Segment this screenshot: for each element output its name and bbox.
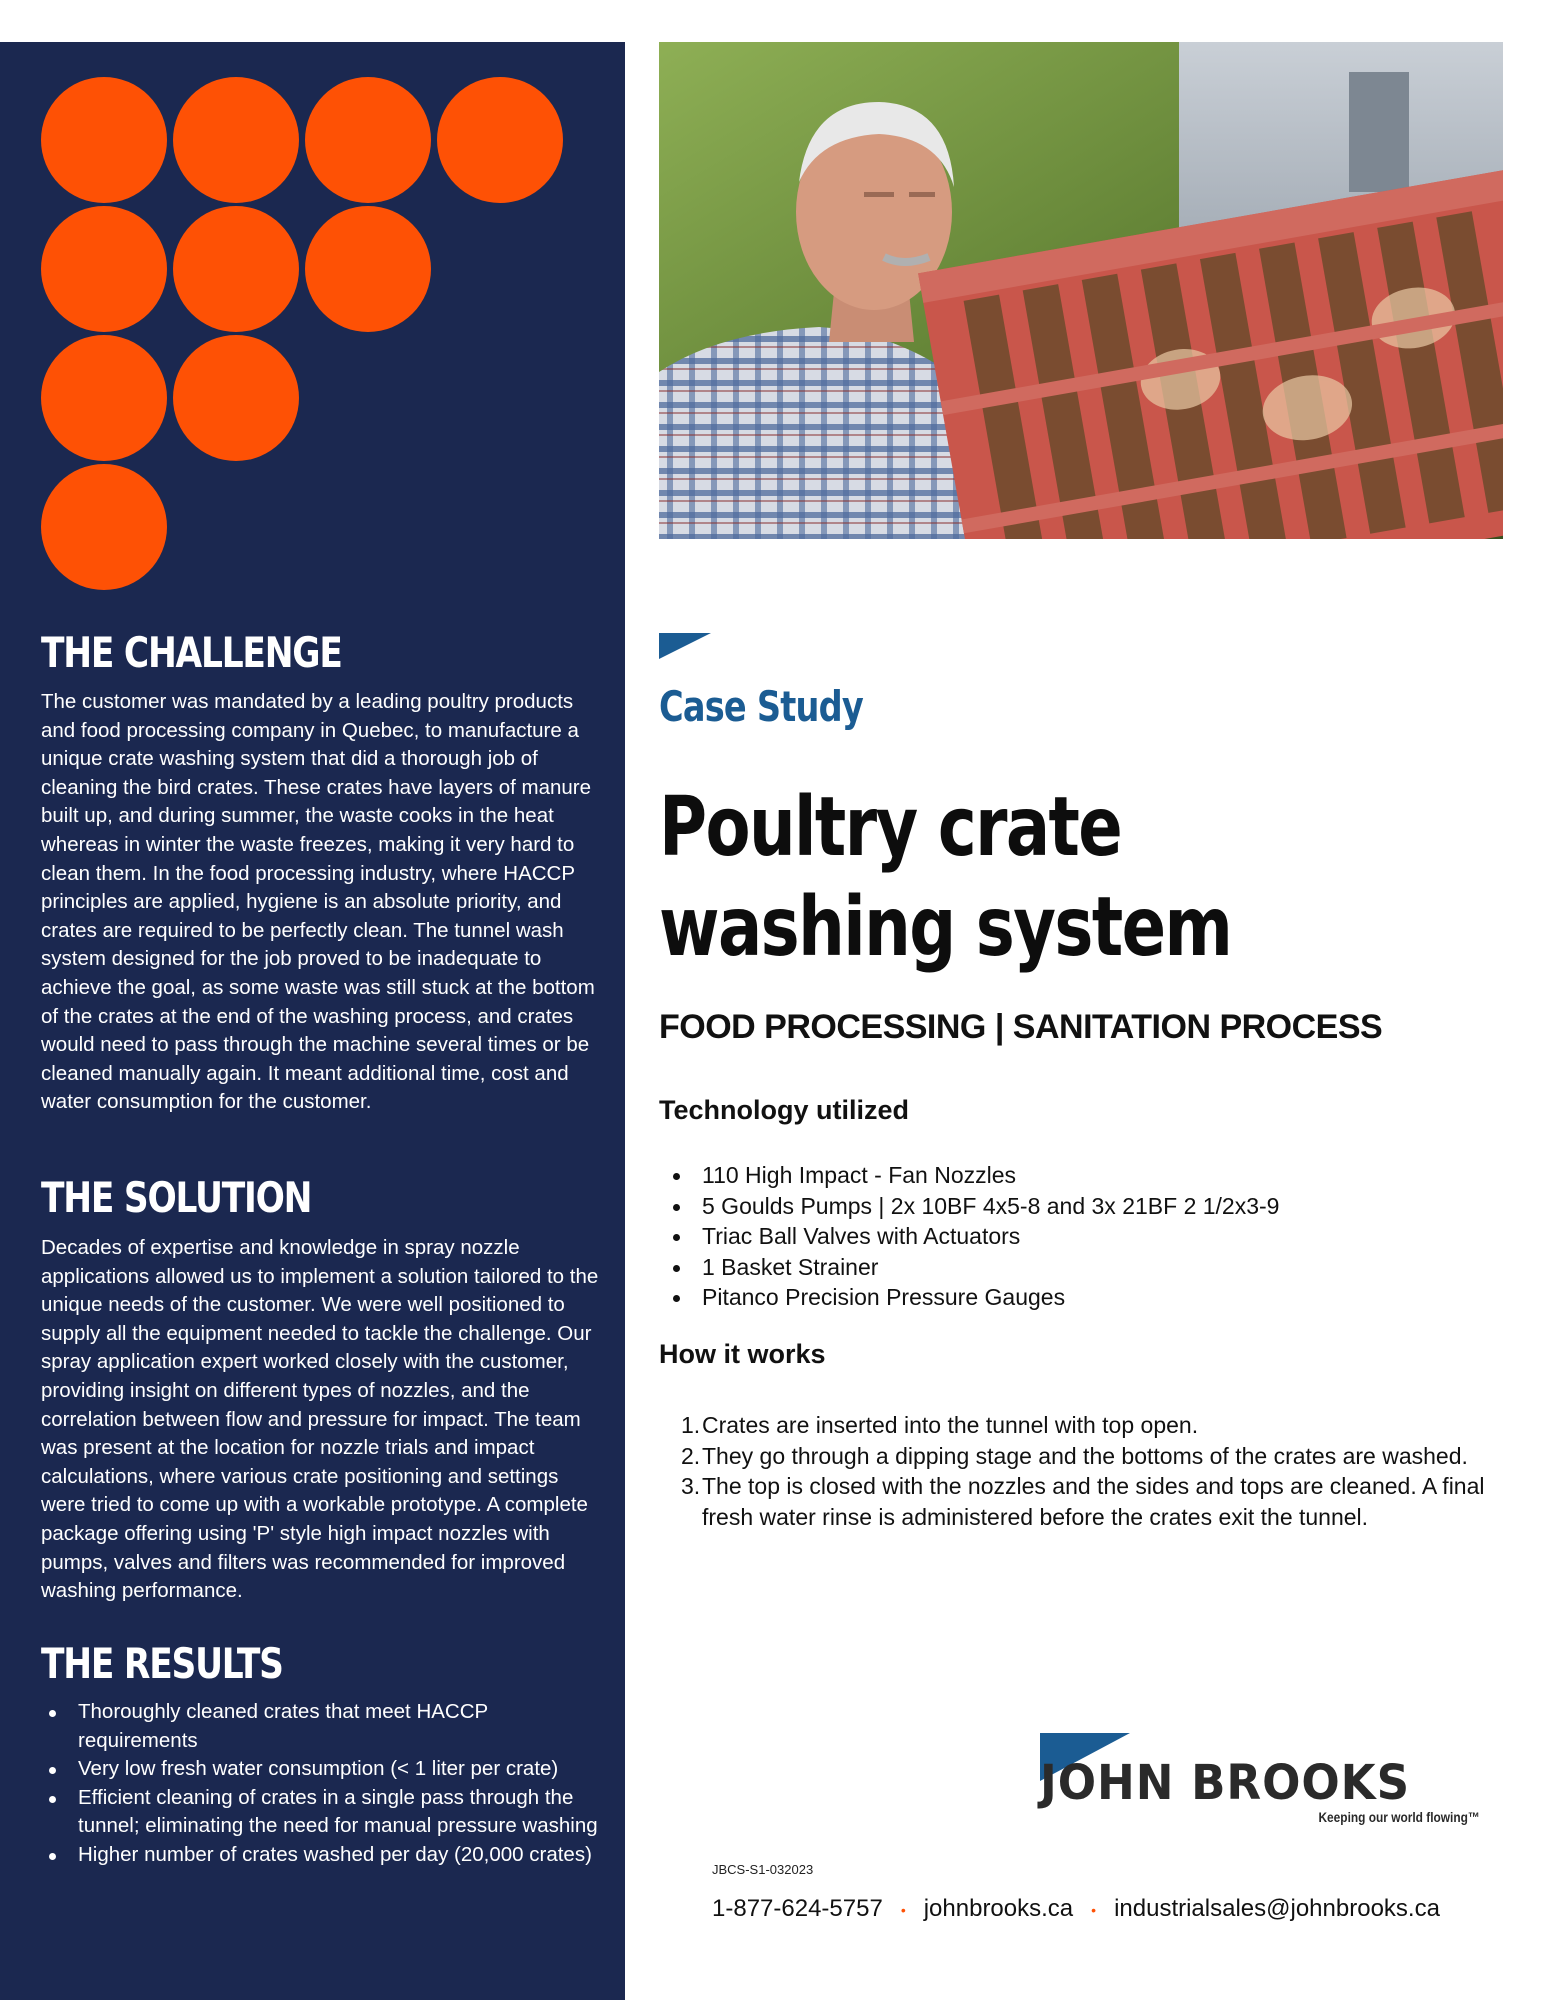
- logo-tagline: Keeping our world flowing™: [1318, 1809, 1480, 1825]
- document-code: JBCS-S1-032023: [712, 1862, 814, 1877]
- page-title: [659, 778, 1379, 978]
- technology-item: 5 Goulds Pumps | 2x 10BF 4x5-8 and 3x 21BF 2 1/2x3-9: [659, 1191, 1279, 1222]
- dot: [437, 77, 563, 203]
- results-item: Thoroughly cleaned crates that meet HACCP requirements: [41, 1698, 606, 1755]
- step-number: 2.: [681, 1442, 701, 1469]
- dot: [305, 206, 431, 332]
- farmer-with-poultry-crate-photo: [659, 42, 1503, 539]
- email-link[interactable]: industrialsales@johnbrooks.ca: [1114, 1895, 1440, 1922]
- technology-item: Triac Ball Valves with Actuators: [659, 1221, 1279, 1252]
- title-line-1: Poultry crate: [659, 780, 1122, 875]
- dot: [41, 206, 167, 332]
- step-text: Crates are inserted into the tunnel with top open.: [702, 1412, 1199, 1438]
- left-panel: [0, 42, 625, 2000]
- technology-item: 110 High Impact - Fan Nozzles: [659, 1160, 1279, 1191]
- results-item: Efficient cleaning of crates in a single pass through the tunnel; eliminating the need for manual pressure washing: [41, 1784, 606, 1841]
- dot-pattern-graphic: [41, 77, 581, 597]
- dot: [173, 77, 299, 203]
- step-number: 3.: [681, 1473, 701, 1499]
- dot: [173, 206, 299, 332]
- separator-dot-icon: •: [1091, 1901, 1097, 1918]
- results-list: [41, 1698, 606, 1870]
- results-title: THE RESULTS: [41, 1639, 283, 1688]
- technology-item: Pitanco Precision Pressure Gauges: [659, 1282, 1279, 1313]
- challenge-title: THE CHALLENGE: [41, 628, 342, 677]
- accent-triangle-icon: [659, 633, 711, 659]
- dot: [41, 464, 167, 590]
- how-it-works-heading: How it works: [659, 1339, 826, 1369]
- solution-body: Decades of expertise and knowledge in spray nozzle applications allowed us to implement a solution tailored to the unique needs of the customer. We were well positioned to supply all the equipment needed to tackle the challenge. Our spray application expert worked closely with the customer, providing insight on different types of nozzles, and the correlation between flow and pressure for impact. The team was present at the location for nozzle trials and impact calculations, where various crate positioning and settings were tried to come up with a workable prototype. A complete package offering using 'P' style high impact nozzles with pumps, valves and filters was recommended for improved washing performance.: [41, 1236, 599, 1603]
- contact-line: [712, 1895, 1440, 1923]
- step-item: [659, 1441, 1519, 1472]
- solution-title: THE SOLUTION: [41, 1173, 312, 1222]
- challenge-body: The customer was mandated by a leading poultry products and food processing company in Quebec, to manufacture a unique crate washing system that did a thorough job of cleaning the bird crates. These crates have layers of manure built up, and during summer, the waste cooks in the heat whereas in winter the waste freezes, making it very hard to clean them. In the food processing industry, where HACCP principles are applied, hygiene is an absolute priority, and crates are required to be perfectly clean. The tunnel wash system designed for the job proved to be inadequate to achieve the goal, as some waste was still stuck at the bottom of the crates at the end of the washing process, and crates would need to pass through the machine several times or be cleaned manually again. It meant additional time, cost and water consumption for the customer.: [41, 690, 595, 1114]
- step-item: [659, 1471, 1519, 1532]
- results-item: Very low fresh water consumption (< 1 liter per crate): [41, 1755, 606, 1784]
- hero-photo: [659, 42, 1503, 539]
- dot: [41, 335, 167, 461]
- technology-item: 1 Basket Strainer: [659, 1252, 1279, 1283]
- dot: [173, 335, 299, 461]
- company-logo: [1040, 1733, 1480, 1823]
- industry-label: FOOD PROCESSING | SANITATION PROCESS: [659, 1008, 1383, 1046]
- separator-dot-icon: •: [900, 1901, 906, 1918]
- website-link[interactable]: johnbrooks.ca: [923, 1895, 1074, 1922]
- results-item: Higher number of crates washed per day (20,000 crates): [41, 1841, 606, 1870]
- logo-wordmark: JOHN BROOKS: [1040, 1755, 1411, 1811]
- step-text: They go through a dipping stage and the bottoms of the crates are washed.: [702, 1442, 1468, 1469]
- title-line-2: washing system: [659, 880, 1232, 975]
- technology-heading: Technology utilized: [659, 1095, 910, 1125]
- technology-list: [659, 1160, 1279, 1313]
- dot: [305, 77, 431, 203]
- case-study-label: Case Study: [659, 682, 863, 731]
- step-text: The top is closed with the nozzles and the sides and tops are cleaned. A final fresh water rinse is administered before the crates exit the tunnel.: [702, 1473, 1485, 1530]
- how-it-works-list: [659, 1410, 1519, 1532]
- step-item: [659, 1410, 1519, 1441]
- dot: [41, 77, 167, 203]
- step-number: 1.: [681, 1412, 701, 1438]
- phone-number[interactable]: 1-877-624-5757: [712, 1895, 883, 1922]
